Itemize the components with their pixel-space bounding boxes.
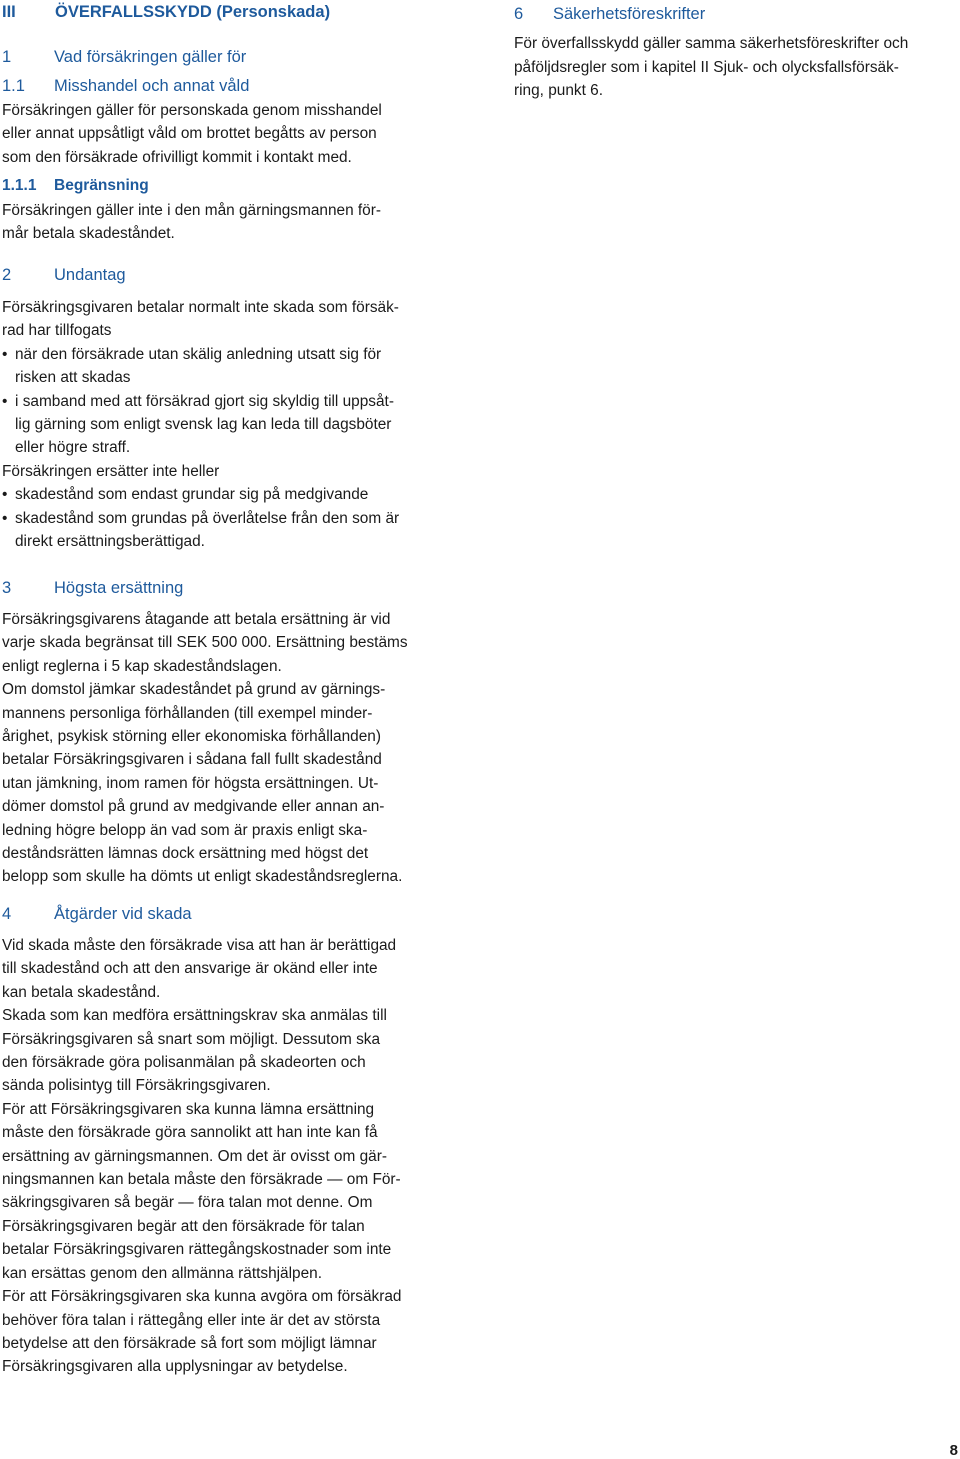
section-6-heading: [514, 5, 705, 24]
text-line: dömer domstol på grund av medgivande eller annan an-: [2, 798, 385, 816]
bullet-continuation: eller högre straff.: [15, 439, 131, 457]
chapter-number: III: [2, 3, 16, 21]
text-line: betalar Försäkringsgivaren rättegångskostnader som inte: [2, 1241, 392, 1259]
text-line: För överfallsskydd gäller samma säkerhetsföreskrifter och: [514, 35, 909, 52]
section-1-1-body: [2, 99, 454, 169]
section-title: Undantag: [54, 266, 126, 284]
section-title: Säkerhetsföreskrifter: [553, 5, 706, 23]
text-line: säkringsgivaren så begär — föra talan mot denne. Om: [2, 1194, 373, 1212]
text-line: betydelse att den försäkrade så fort som möjligt lämnar: [2, 1334, 377, 1352]
bullet-icon: •: [2, 392, 8, 410]
text-line: betalar Försäkringsgivaren i sådana fall fullt skadestånd: [2, 751, 382, 769]
text-line: ningsmannen kan betala måste den försäkrade — om För-: [2, 1171, 401, 1189]
section-1-1-1-body: [2, 199, 454, 246]
text-line: måste den försäkrade göra sannolikt att han inte kan få: [2, 1124, 378, 1142]
bullet-item: • i samband med att försäkrad gjort sig skyldig till uppsåt-: [2, 390, 454, 413]
section-title: Vad försäkringen gäller för: [54, 48, 247, 66]
section-3-body: [2, 608, 454, 889]
bullet-continuation: lig gärning som enligt svensk lag kan leda till dagsböter: [15, 416, 392, 434]
text-line: mår betala skadeståndet.: [2, 225, 175, 243]
text-line: Försäkringsgivaren betalar normalt inte skada som försäk-: [2, 299, 399, 316]
text-line: ersättning av gärningsmannen. Om det är ovisst om gär-: [2, 1147, 387, 1165]
text-line: utan jämkning, inom ramen för högsta ersättningen. Ut-: [2, 774, 379, 792]
section-4-body: [2, 934, 454, 1379]
text-line: sända polisintyg till Försäkringsgivaren.: [2, 1077, 271, 1095]
text-line: Försäkringen gäller för personskada genom misshandel: [2, 102, 382, 119]
bullet-item: • skadestånd som grundas på överlåtelse från den som är: [2, 507, 454, 530]
text-line: eller annat uppsåtligt våld om brottet begåtts av person: [2, 125, 377, 143]
text-line: Försäkringsgivaren begär att den försäkrade för talan: [2, 1217, 365, 1235]
text-line: behöver föra talan i rättegång eller inte är det av största: [2, 1311, 381, 1329]
text-line: Försäkringen ersätter inte heller: [2, 462, 220, 480]
section-number: 2: [2, 266, 12, 284]
section-title: Åtgärder vid skada: [54, 905, 192, 923]
text-line: Försäkringen gäller inte i den mån gärningsmannen för-: [2, 202, 381, 219]
text-line: Försäkringsgivaren så snart som möjligt. Dessutom ska: [2, 1030, 381, 1048]
section-title: Begränsning: [54, 177, 149, 194]
text-line: varje skada begränsat till SEK 500 000. Ersättning bestäms: [2, 634, 408, 652]
section-4-heading: [2, 905, 192, 924]
text-line: mannens personliga förhållanden (till exempel minder-: [2, 704, 373, 722]
section-number: 1: [2, 48, 12, 66]
text-line: belopp som skulle ha dömts ut enligt skadeståndsreglerna.: [2, 868, 403, 886]
text-line: Vid skada måste den försäkrade visa att han är berättigad: [2, 937, 397, 954]
text-line: ring, punkt 6.: [514, 82, 603, 99]
bullet-continuation: risken att skadas: [15, 369, 131, 387]
text-line: årighet, psykisk störning eller ekonomiska förhållanden): [2, 728, 381, 746]
text-line: kan betala skadestånd.: [2, 983, 161, 1001]
section-6-body: [514, 32, 958, 103]
text-line: enligt reglerna i 5 kap skadeståndslagen.: [2, 657, 282, 675]
section-1-1-heading: [2, 77, 249, 96]
bullet-item: • skadestånd som endast grundar sig på medgivande: [2, 483, 454, 506]
bullet-icon: •: [2, 509, 8, 527]
text-line: den försäkrade göra polisanmälan på skadeorten och: [2, 1054, 366, 1072]
text-line: Om domstol jämkar skadeståndet på grund av gärnings-: [2, 681, 386, 699]
section-1-1-1-heading: [2, 177, 149, 195]
section-number: 3: [2, 579, 12, 597]
section-title: Misshandel och annat våld: [54, 77, 250, 95]
section-3-heading: [2, 579, 183, 598]
page-number: 8: [949, 1442, 958, 1459]
section-2-heading: [2, 266, 126, 285]
chapter-title: ÖVERFALLSSKYDD (Personskada): [55, 3, 331, 21]
bullet-item: • när den försäkrade utan skälig anledning utsatt sig för: [2, 343, 454, 366]
section-number: 6: [514, 5, 524, 23]
text-line: som den försäkrade ofrivilligt kommit i kontakt med.: [2, 148, 352, 166]
bullet-icon: •: [2, 486, 8, 504]
text-line: Skada som kan medföra ersättningskrav ska anmälas till: [2, 1007, 387, 1025]
text-line: till skadestånd och att den ansvarige är okänd eller inte: [2, 960, 378, 978]
text-line: kan ersättas genom den allmänna rättshjälpen.: [2, 1264, 322, 1282]
text-line: För att Försäkringsgivaren ska kunna lämna ersättning: [2, 1100, 375, 1118]
text-line: Försäkringsgivarens åtagande att betala ersättning är vid: [2, 611, 391, 628]
section-title: Högsta ersättning: [54, 579, 184, 597]
section-number: 1.1: [2, 77, 25, 95]
section-number: 4: [2, 905, 12, 923]
bullet-continuation: direkt ersättningsberättigad.: [15, 533, 205, 551]
section-number: 1.1.1: [2, 177, 37, 194]
bullet-icon: •: [2, 345, 8, 363]
text-line: påföljdsregler som i kapitel II Sjuk- och olycksfallsförsäk-: [514, 58, 899, 76]
text-line: Försäkringsgivaren alla upplysningar av betydelse.: [2, 1358, 348, 1376]
text-line: rad har tillfogats: [2, 322, 112, 340]
section-2-body: [2, 296, 454, 553]
chapter-heading: [2, 3, 330, 22]
section-1-heading: [2, 48, 246, 67]
text-line: ledning högre belopp än vad som är praxis enligt ska-: [2, 821, 368, 839]
text-line: deståndsrätten lämnas dock ersättning med högst det: [2, 845, 369, 863]
text-line: För att Försäkringsgivaren ska kunna avgöra om försäkrad: [2, 1288, 402, 1306]
